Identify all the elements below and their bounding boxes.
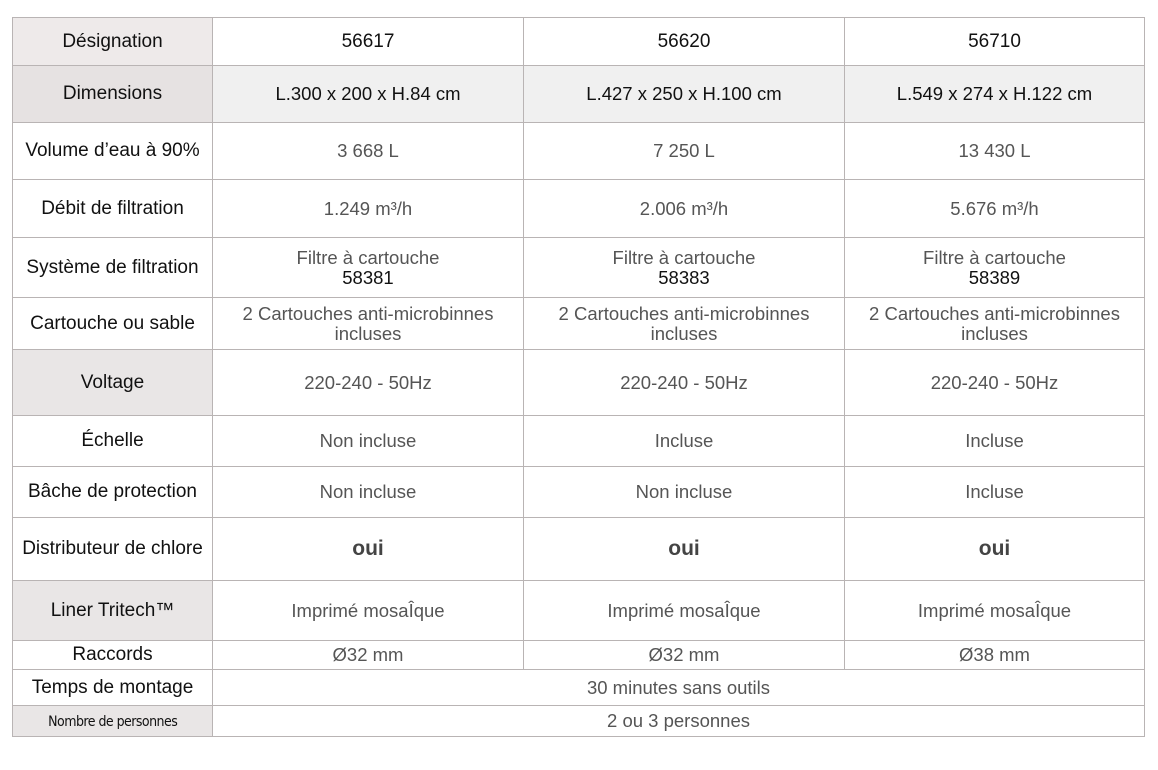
personnes-label-text: Nombre de personnes	[47, 713, 178, 730]
row-label: Liner Tritech™	[13, 581, 213, 641]
filter-code: 58381	[342, 266, 394, 288]
table-row	[13, 180, 1145, 238]
personnes-label	[13, 706, 213, 737]
table-row	[13, 467, 1145, 518]
table-row	[13, 66, 1145, 123]
cell-value	[845, 238, 1145, 298]
row-label: Dimensions	[13, 66, 213, 123]
cell-value: 7 250 L	[524, 123, 845, 180]
cell-value: Ø32 mm	[524, 641, 845, 670]
cell-value: oui	[213, 518, 524, 581]
cell-value: 3 668 L	[213, 123, 524, 180]
cell-value: 220-240 - 50Hz	[524, 350, 845, 416]
personnes-value: 2 ou 3 personnes	[213, 706, 1145, 737]
row-label: Système de filtration	[13, 238, 213, 298]
table-row	[13, 298, 1145, 350]
row-label: Volume d’eau à 90%	[13, 123, 213, 180]
cell-value: Ø38 mm	[845, 641, 1145, 670]
designation-label: Désignation	[13, 18, 213, 66]
model-56620: 56620	[524, 18, 845, 66]
cell-value: L.427 x 250 x H.100 cm	[524, 66, 845, 123]
filter-type: Filtre à cartouche	[612, 246, 756, 268]
row-label: Voltage	[13, 350, 213, 416]
montage-value: 30 minutes sans outils	[213, 670, 1145, 706]
cell-value: Incluse	[845, 416, 1145, 467]
cell-value: Non incluse	[213, 467, 524, 518]
cell-value: L.300 x 200 x H.84 cm	[213, 66, 524, 123]
pool-spec-table	[12, 17, 1145, 737]
model-56617: 56617	[213, 18, 524, 66]
cell-value: 1.249 m³/h	[213, 180, 524, 238]
cell-value: Incluse	[524, 416, 845, 467]
cell-value: oui	[845, 518, 1145, 581]
cell-value: 220-240 - 50Hz	[845, 350, 1145, 416]
cell-value: 2 Cartouches anti-microbinnes incluses	[524, 298, 845, 350]
row-label: Bâche de protection	[13, 467, 213, 518]
table-row	[13, 518, 1145, 581]
row-label: Débit de filtration	[13, 180, 213, 238]
row-label: Raccords	[13, 641, 213, 670]
cell-value: 2.006 m³/h	[524, 180, 845, 238]
row-label: Distributeur de chlore	[13, 518, 213, 581]
table-row	[13, 123, 1145, 180]
filter-code: 58389	[968, 266, 1021, 288]
montage-row	[13, 670, 1145, 706]
cell-value: oui	[524, 518, 845, 581]
cell-value: Non incluse	[524, 467, 845, 518]
cell-value: 220-240 - 50Hz	[213, 350, 524, 416]
table-row	[13, 416, 1145, 467]
cell-value: Incluse	[845, 467, 1145, 518]
cell-value: Imprimé mosaÎque	[213, 581, 524, 641]
table-row	[13, 581, 1145, 641]
model-56710: 56710	[845, 18, 1145, 66]
cell-value: 2 Cartouches anti-microbinnes incluses	[213, 298, 524, 350]
cell-value: 2 Cartouches anti-microbinnes incluses	[845, 298, 1145, 350]
row-label: Cartouche ou sable	[13, 298, 213, 350]
cell-value: Imprimé mosaÎque	[524, 581, 845, 641]
filter-type: Filtre à cartouche	[923, 246, 1066, 268]
cell-value: Ø32 mm	[213, 641, 524, 670]
cell-value: 13 430 L	[845, 123, 1145, 180]
personnes-row	[13, 706, 1145, 737]
cell-value: Imprimé mosaÎque	[845, 581, 1145, 641]
cell-value: 5.676 m³/h	[845, 180, 1145, 238]
montage-label: Temps de montage	[13, 670, 213, 706]
cell-value: Non incluse	[213, 416, 524, 467]
header-row	[13, 18, 1145, 66]
cell-value	[524, 238, 845, 298]
filter-code: 58383	[658, 266, 710, 288]
cell-value: L.549 x 274 x H.122 cm	[845, 66, 1145, 123]
table-row	[13, 641, 1145, 670]
row-label: Échelle	[13, 416, 213, 467]
table-row	[13, 350, 1145, 416]
filter-type: Filtre à cartouche	[296, 246, 440, 268]
cell-value	[213, 238, 524, 298]
table-row	[13, 238, 1145, 298]
